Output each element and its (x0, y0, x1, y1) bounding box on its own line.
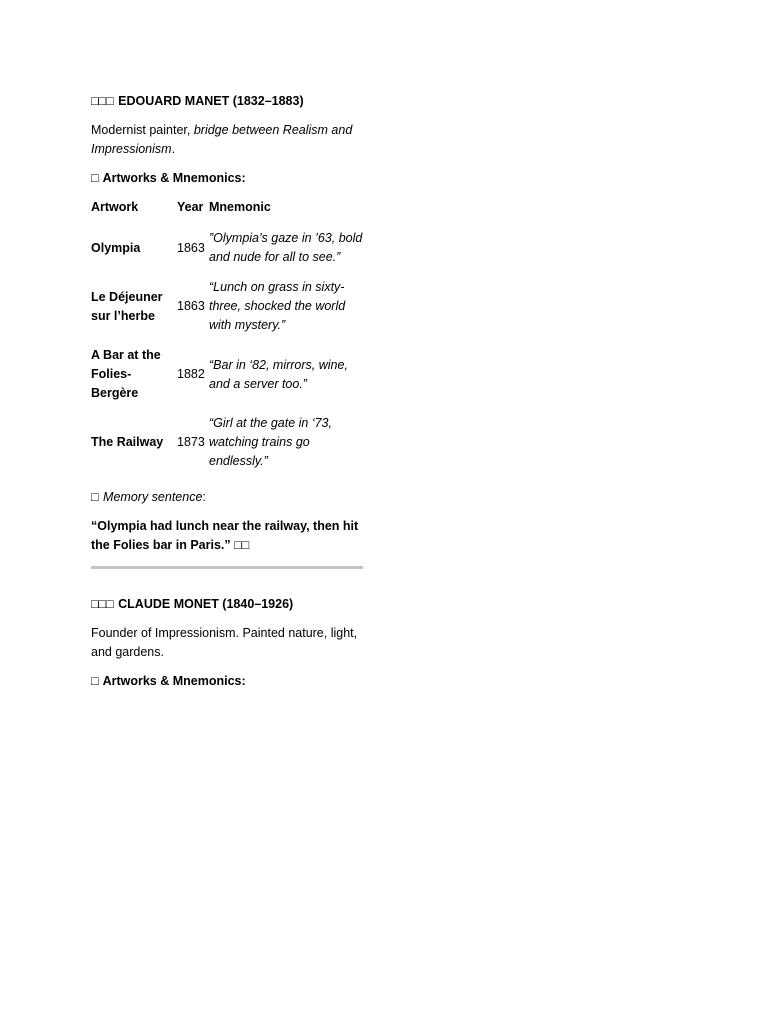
artwork-cell: A Bar at the Folies-Bergère (91, 348, 161, 400)
mnemonic-cell: ”Olympia’s gaze in ’63, bold and nude for all to see.” (209, 231, 363, 264)
document-page (91, 92, 363, 701)
memory-sentence-end-icons: □□ (234, 538, 250, 552)
manet-artworks-table (91, 198, 363, 482)
manet-artworks-heading (91, 169, 363, 188)
manet-intro (91, 121, 363, 159)
table-row (91, 346, 363, 414)
memory-sentence-text: “Olympia had lunch near the railway, then hit the Folies bar in Paris.” (91, 519, 359, 552)
mnemonic-cell: “Girl at the gate in ‘73, watching trains go endlessly.” (209, 416, 332, 468)
mnemonic-cell: “Lunch on grass in sixty-three, shocked the world with mystery.” (209, 280, 346, 332)
memory-icon: □ (91, 490, 99, 504)
section-divider (91, 566, 363, 569)
manet-title: EDOUARD MANET (1832–1883) (118, 94, 304, 108)
column-header-year: Year (177, 200, 204, 214)
column-header-artwork: Artwork (91, 200, 139, 214)
manet-intro-italic: bridge between Realism and Impressionism (91, 123, 353, 156)
table-row (91, 229, 363, 278)
table-header-row (91, 198, 363, 229)
monet-heading (91, 595, 363, 614)
manet-heading (91, 92, 363, 111)
artwork-cell: Le Déjeuner sur l’herbe (91, 289, 163, 323)
column-header-mnemonic: Mnemonic (209, 200, 271, 214)
monet-title: CLAUDE MONET (1840–1926) (118, 597, 294, 611)
monet-artworks-heading (91, 672, 363, 691)
monet-heading-icons: □□□ (91, 597, 114, 611)
memory-label-colon: : (202, 490, 206, 504)
manet-heading-icons: □□□ (91, 94, 114, 108)
memory-sentence-label (91, 488, 363, 507)
monet-artworks-icon: □ (91, 674, 99, 688)
year-cell: 1863 (177, 240, 205, 255)
manet-intro-end: . (171, 142, 176, 156)
year-cell: 1882 (177, 367, 205, 381)
table-row (91, 414, 363, 482)
monet-artworks-heading-text: Artworks & Mnemonics: (102, 674, 246, 688)
year-cell: 1863 (177, 299, 205, 313)
manet-artworks-heading-text: Artworks & Mnemonics: (102, 171, 246, 185)
monet-intro: Founder of Impressionism. Painted nature, light, and gardens. (91, 626, 358, 659)
memory-label-text: Memory sentence (103, 490, 203, 504)
table-row (91, 278, 363, 346)
artwork-cell: Olympia (91, 240, 141, 255)
year-cell: 1873 (177, 435, 205, 449)
manet-artworks-icon: □ (91, 171, 99, 185)
artwork-cell: The Railway (91, 435, 164, 449)
mnemonic-cell: “Bar in ‘82, mirrors, wine, and a server too.” (209, 357, 348, 391)
memory-sentence (91, 517, 363, 555)
manet-intro-plain: Modernist painter, (91, 123, 194, 137)
